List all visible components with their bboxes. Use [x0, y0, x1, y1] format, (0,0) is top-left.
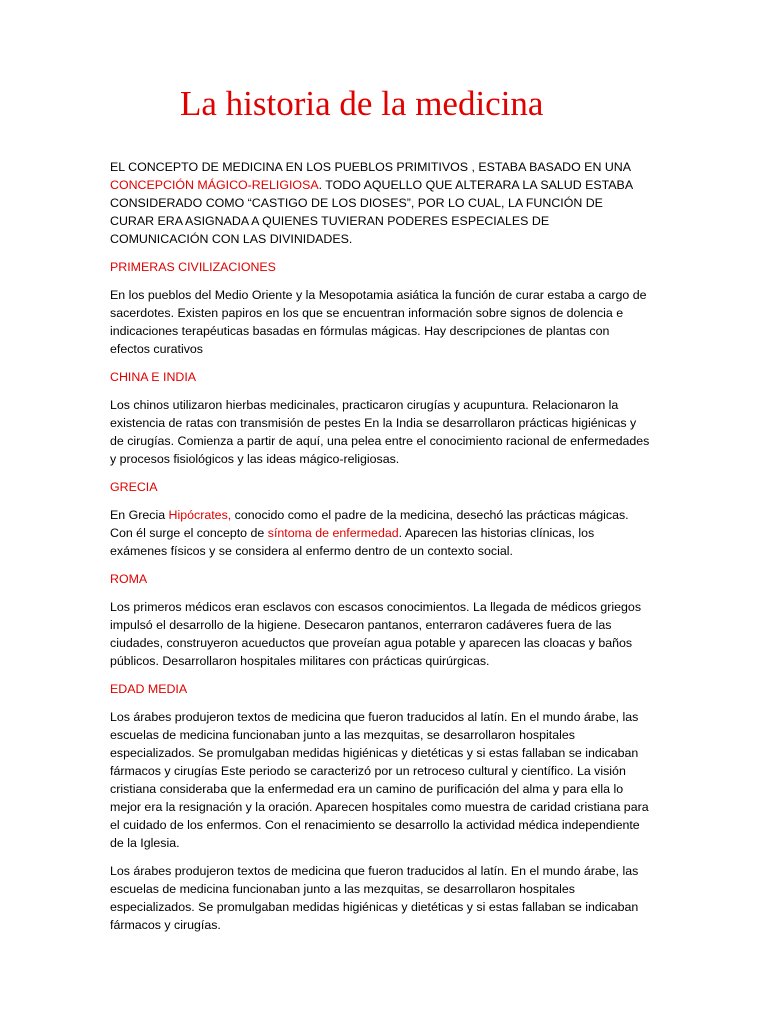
highlight-hipocrates: Hipócrates, — [168, 508, 232, 522]
heading-primeras-civilizaciones: PRIMERAS CIVILIZACIONES — [110, 260, 276, 274]
sentence: Relacionaron la existencia de ratas con transmisión de pestes — [110, 398, 619, 430]
paragraph-primeras-civilizaciones — [110, 286, 650, 358]
document-title: La historia de la medicina — [180, 84, 544, 123]
sentence: Este periodo se caracterizó por un retroceso cultural y científico. — [220, 764, 577, 778]
paragraph-grecia — [110, 506, 650, 560]
sentence: En la India se desarrollaron prácticas higiénicas y de cirugías. — [110, 416, 637, 448]
intro-text-2: . TODO AQUELLO QUE ALTERARA LA SALUD ESTABA CONSIDERADO COMO “CASTIGO DE LOS DIOSES”, POR LO CUAL, LA FUNCIÓN DE CURAR ERA ASIGNADA A QUIENES TUVIERAN PODERES ESPECIALES DE COMUNICACIÓN CON LAS DIVINIDADES. — [110, 178, 633, 246]
sentence: Desecaron pantanos, enterraron cadáveres fuera de las ciudades, construyeron acueductos que proveían agua potable y aparecen las cloacas y baños públicos. — [110, 618, 633, 668]
sentence: Se promulgaban medidas higiénicas y dietéticas y si estas fallaban se indicaban fármacos y cirugías. — [110, 900, 639, 932]
sentence: Aparecen hospitales como muestra de caridad cristiana para el cuidado de los enfermos. — [110, 800, 649, 832]
sentence: Con el renacimiento se desarrollo la actividad médica independiente de la Iglesia. — [110, 818, 640, 850]
paragraph-edad-media — [110, 708, 650, 852]
sentence: Existen papiros en los que se encuentran información sobre signos de dolencia e indicaciones terapéuticas basadas en fórmulas mágicas. — [110, 306, 624, 338]
sentence: La visión cristiana consideraba que la enfermedad era un camino de purificación del alma y para ella lo mejor era la resignación y la oración. — [110, 764, 626, 814]
sentence: En los pueblos del Medio Oriente y la Mesopotamia asiática la función de curar estaba a cargo de sacerdotes. — [110, 288, 647, 320]
paragraph-final — [110, 862, 650, 934]
sentence: En el mundo árabe, las escuelas de medicina funcionaban junto a las mezquitas, se desarrollaron hospitales especializados. — [110, 864, 639, 914]
sentence: Desarrollaron hospitales militares con prácticas quirúrgicas. — [162, 654, 490, 668]
heading-china-e-india: CHINA E INDIA — [110, 370, 197, 384]
sentence: Se promulgaban medidas higiénicas y dietéticas y si estas fallaban se indicaban fármacos y cirugías — [110, 746, 639, 778]
sentence: Los árabes produjeron textos de medicina que fueron traducidos al latín. — [110, 864, 511, 878]
heading-roma: ROMA — [110, 572, 148, 586]
sentence: . — [398, 526, 405, 540]
sentence: conocido como el padre de la medicina, desechó las prácticas mágicas. Con él surge el concepto de — [110, 508, 629, 540]
heading-edad-media: EDAD MEDIA — [110, 682, 188, 696]
sentence: Los chinos utilizaron hierbas medicinales, practicaron cirugías y acupuntura. — [110, 398, 533, 412]
heading-grecia: GRECIA — [110, 480, 158, 494]
intro-text-1: EL CONCEPTO DE MEDICINA EN LOS PUEBLOS PRIMITIVOS , ESTABA BASADO EN UNA — [110, 160, 631, 174]
highlight-sintoma: síntoma de enfermedad — [267, 526, 399, 540]
sentence: Los primeros médicos eran esclavos con escasos conocimientos. — [110, 600, 473, 614]
intro-paragraph — [110, 158, 650, 248]
document-page — [110, 82, 650, 944]
sentence: Los árabes produjeron textos de medicina que fueron traducidos al latín. — [110, 710, 511, 724]
sentence: En Grecia — [110, 508, 169, 522]
sentence: Comienza a partir de aquí, una pelea entre el conocimiento racional de enfermedades y procesos fisiológicos y las ideas mágico-religiosas. — [110, 434, 650, 466]
sentence: En el mundo árabe, las escuelas de medicina funcionaban junto a las mezquitas, se desarrollaron hospitales especializados. — [110, 710, 639, 760]
sentence: Hay descripciones de plantas con efectos curativos — [110, 324, 610, 356]
intro-highlight: CONCEPCIÓN MÁGICO-RELIGIOSA — [110, 178, 319, 192]
sentence: Aparecen las historias clínicas, los exámenes físicos y se considera al enfermo dentro de un contexto social. — [110, 526, 595, 558]
paragraph-china-e-india — [110, 396, 650, 468]
paragraph-roma — [110, 598, 650, 670]
sentence: La llegada de médicos griegos impulsó el desarrollo de la higiene. — [110, 600, 642, 632]
